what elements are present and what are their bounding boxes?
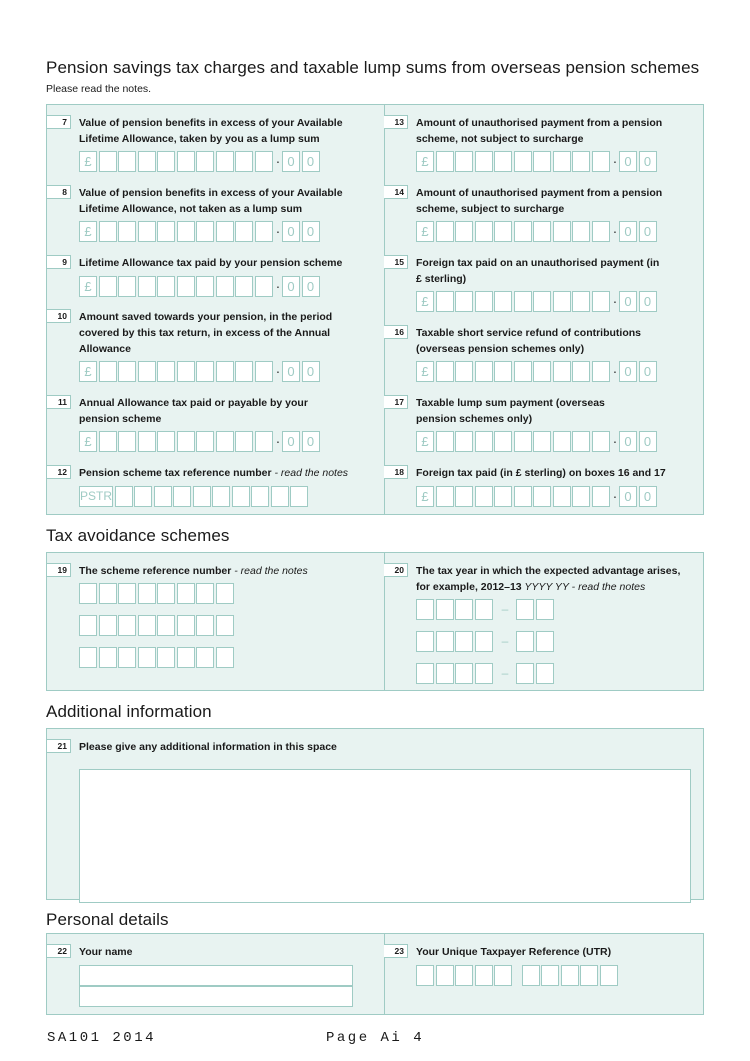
digit-cell[interactable] xyxy=(553,486,571,507)
char-cell[interactable] xyxy=(99,647,117,668)
digit-cell[interactable] xyxy=(455,431,473,452)
box-number: 10 xyxy=(47,309,71,323)
year-digit-cell[interactable] xyxy=(536,631,554,652)
box-number: 11 xyxy=(47,395,71,409)
year-digit-cell[interactable] xyxy=(416,599,434,620)
char-cell[interactable] xyxy=(154,486,172,507)
digit-cell[interactable] xyxy=(196,431,214,452)
char-cell[interactable] xyxy=(196,615,214,636)
question-label: Value of pension benefits in excess of your Available Lifetime Allowance, not taken as a lump sum xyxy=(79,187,343,215)
char-cell[interactable] xyxy=(157,583,175,604)
digit-cell[interactable] xyxy=(455,221,473,242)
pence-cell: 0 xyxy=(302,361,320,382)
pence-cell: 0 xyxy=(619,221,637,242)
char-cell[interactable] xyxy=(79,615,97,636)
digit-cell[interactable] xyxy=(572,486,590,507)
digit-cell[interactable] xyxy=(514,221,532,242)
pence-cell: 0 xyxy=(639,361,657,382)
digit-cell[interactable] xyxy=(118,221,136,242)
tax-avoidance-panel xyxy=(46,552,704,691)
char-cell[interactable] xyxy=(251,486,269,507)
digit-cell[interactable] xyxy=(533,151,551,172)
box-number: 19 xyxy=(47,563,71,577)
digit-cell[interactable] xyxy=(475,965,493,986)
question-label: Amount of unauthorised payment from a pension scheme, not subject to surcharge xyxy=(416,117,663,145)
currency-symbol: £ xyxy=(79,361,97,382)
section-title-tax-avoidance: Tax avoidance schemes xyxy=(46,526,230,545)
year-digit-cell[interactable] xyxy=(455,631,473,652)
question-text: The scheme reference number xyxy=(79,565,232,577)
digit-cell[interactable] xyxy=(157,276,175,297)
digit-cell[interactable] xyxy=(494,151,512,172)
digit-cell[interactable] xyxy=(118,151,136,172)
digit-cell[interactable] xyxy=(99,276,117,297)
digit-cell[interactable] xyxy=(533,291,551,312)
year-digit-cell[interactable] xyxy=(416,631,434,652)
pence-cell: 0 xyxy=(302,276,320,297)
question-label: Taxable short service refund of contributions (overseas pension schemes only) xyxy=(416,327,642,355)
decimal-point: · xyxy=(612,488,618,504)
digit-cell[interactable] xyxy=(196,221,214,242)
amount-field-9[interactable] xyxy=(79,276,321,297)
decimal-point: · xyxy=(612,293,618,309)
char-cell[interactable] xyxy=(193,486,211,507)
char-cell[interactable] xyxy=(173,486,191,507)
digit-cell[interactable] xyxy=(541,965,559,986)
question-label: Taxable lump sum payment (overseas pension schemes only) xyxy=(416,397,605,425)
digit-cell[interactable] xyxy=(177,276,195,297)
digit-cell[interactable] xyxy=(475,291,493,312)
pence-cell: 0 xyxy=(302,431,320,452)
box-number: 18 xyxy=(384,465,408,479)
pence-cell: 0 xyxy=(282,151,300,172)
char-cell[interactable] xyxy=(212,486,230,507)
char-cell[interactable] xyxy=(115,486,133,507)
personal-details-panel xyxy=(46,933,704,1015)
digit-cell[interactable] xyxy=(592,431,610,452)
digit-cell[interactable] xyxy=(475,361,493,382)
question-label: Please give any additional information in this space xyxy=(79,741,337,753)
digit-cell[interactable] xyxy=(196,276,214,297)
digit-cell[interactable] xyxy=(138,361,156,382)
pension-panel xyxy=(46,104,704,515)
pence-cell: 0 xyxy=(282,221,300,242)
char-cell[interactable] xyxy=(177,583,195,604)
digit-cell[interactable] xyxy=(138,151,156,172)
tax-year-field-2[interactable] xyxy=(416,631,555,652)
question-label: Your Unique Taxpayer Reference (UTR) xyxy=(416,946,612,958)
section-title-pension: Pension savings tax charges and taxable lump sums from overseas pension schemes xyxy=(46,58,700,77)
amount-field-13[interactable] xyxy=(416,151,658,172)
digit-cell[interactable] xyxy=(572,221,590,242)
year-digit-cell[interactable] xyxy=(536,599,554,620)
digit-cell[interactable] xyxy=(138,276,156,297)
digit-cell[interactable] xyxy=(216,276,234,297)
section-title-personal: Personal details xyxy=(46,910,169,929)
page-number: Page Ai 4 xyxy=(326,1030,425,1046)
currency-symbol: £ xyxy=(416,486,434,507)
name-field-line-1[interactable] xyxy=(79,965,353,986)
digit-cell[interactable] xyxy=(494,431,512,452)
digit-cell[interactable] xyxy=(118,276,136,297)
digit-cell[interactable] xyxy=(475,486,493,507)
decimal-point: · xyxy=(275,153,281,169)
digit-cell[interactable] xyxy=(216,431,234,452)
digit-cell[interactable] xyxy=(255,361,273,382)
amount-field-11[interactable] xyxy=(79,431,321,452)
year-digit-cell[interactable] xyxy=(475,631,493,652)
read-notes-hint: - read the notes xyxy=(271,467,349,479)
digit-cell[interactable] xyxy=(475,431,493,452)
digit-cell[interactable] xyxy=(455,151,473,172)
digit-cell[interactable] xyxy=(475,221,493,242)
decimal-point: · xyxy=(275,433,281,449)
box-number: 16 xyxy=(384,325,408,339)
digit-cell[interactable] xyxy=(600,965,618,986)
char-cell[interactable] xyxy=(271,486,289,507)
digit-cell[interactable] xyxy=(118,431,136,452)
year-digit-cell[interactable] xyxy=(436,631,454,652)
char-cell[interactable] xyxy=(138,615,156,636)
digit-cell[interactable] xyxy=(235,221,253,242)
digit-cell[interactable] xyxy=(177,221,195,242)
currency-symbol: £ xyxy=(416,361,434,382)
digit-cell[interactable] xyxy=(561,965,579,986)
digit-cell[interactable] xyxy=(572,151,590,172)
char-cell[interactable] xyxy=(138,647,156,668)
amount-field-15[interactable] xyxy=(416,291,658,312)
year-digit-cell[interactable] xyxy=(436,599,454,620)
pence-cell: 0 xyxy=(639,486,657,507)
digit-cell[interactable] xyxy=(455,291,473,312)
digit-cell[interactable] xyxy=(216,221,234,242)
year-digit-cell[interactable] xyxy=(455,599,473,620)
digit-cell[interactable] xyxy=(216,361,234,382)
amount-field-8[interactable] xyxy=(79,221,321,242)
digit-cell[interactable] xyxy=(157,221,175,242)
digit-cell[interactable] xyxy=(455,965,473,986)
pence-cell: 0 xyxy=(639,221,657,242)
digit-cell[interactable] xyxy=(235,151,253,172)
question-label: Lifetime Allowance tax paid by your pension scheme xyxy=(79,257,343,269)
digit-cell[interactable] xyxy=(475,151,493,172)
year-dash: – xyxy=(501,666,509,680)
digit-cell[interactable] xyxy=(592,151,610,172)
digit-cell[interactable] xyxy=(196,361,214,382)
currency-symbol: £ xyxy=(416,221,434,242)
decimal-point: · xyxy=(275,223,281,239)
read-notes-hint: - read the notes xyxy=(231,565,308,577)
column-divider xyxy=(384,105,385,514)
digit-cell[interactable] xyxy=(533,431,551,452)
char-cell[interactable] xyxy=(177,647,195,668)
digit-cell[interactable] xyxy=(514,486,532,507)
char-cell[interactable] xyxy=(79,647,97,668)
question-label: Foreign tax paid on an unauthorised payment (in £ sterling) xyxy=(416,257,660,285)
char-cell[interactable] xyxy=(196,647,214,668)
char-cell[interactable] xyxy=(79,583,97,604)
currency-symbol: £ xyxy=(79,221,97,242)
char-cell[interactable] xyxy=(138,583,156,604)
digit-cell[interactable] xyxy=(235,276,253,297)
digit-cell[interactable] xyxy=(436,151,454,172)
question-text: The tax year in which the expected advantage arises, for example, 2012–13 xyxy=(416,565,681,593)
digit-cell[interactable] xyxy=(99,221,117,242)
amount-field-17[interactable] xyxy=(416,431,658,452)
read-notes-instruction: Please read the notes. xyxy=(46,83,152,95)
scheme-ref-field-2[interactable] xyxy=(79,615,235,636)
year-digit-cell[interactable] xyxy=(436,663,454,684)
digit-cell[interactable] xyxy=(553,151,571,172)
char-cell[interactable] xyxy=(216,583,234,604)
decimal-point: · xyxy=(612,153,618,169)
digit-cell[interactable] xyxy=(514,361,532,382)
digit-cell[interactable] xyxy=(553,431,571,452)
year-digit-cell[interactable] xyxy=(536,663,554,684)
box-number: 23 xyxy=(384,944,408,958)
digit-cell[interactable] xyxy=(533,486,551,507)
year-dash: – xyxy=(501,634,509,648)
char-cell[interactable] xyxy=(157,615,175,636)
pence-cell: 0 xyxy=(619,151,637,172)
digit-cell[interactable] xyxy=(99,151,117,172)
year-digit-cell[interactable] xyxy=(475,663,493,684)
pence-cell: 0 xyxy=(619,291,637,312)
pstr-field[interactable] xyxy=(79,486,310,507)
year-digit-cell[interactable] xyxy=(516,631,534,652)
decimal-point: · xyxy=(612,363,618,379)
char-cell[interactable] xyxy=(118,615,136,636)
digit-cell[interactable] xyxy=(436,431,454,452)
digit-cell[interactable] xyxy=(436,361,454,382)
box-number: 17 xyxy=(384,395,408,409)
char-cell[interactable] xyxy=(216,615,234,636)
year-dash: – xyxy=(501,602,509,616)
pence-cell: 0 xyxy=(282,276,300,297)
digit-cell[interactable] xyxy=(99,431,117,452)
question-label: Value of pension benefits in excess of your Available Lifetime Allowance, taken by you as a lump sum xyxy=(79,117,343,145)
amount-field-10[interactable] xyxy=(79,361,321,382)
amount-field-14[interactable] xyxy=(416,221,658,242)
digit-cell[interactable] xyxy=(436,486,454,507)
box-number: 12 xyxy=(47,465,71,479)
digit-cell[interactable] xyxy=(592,486,610,507)
digit-cell[interactable] xyxy=(255,276,273,297)
digit-cell[interactable] xyxy=(514,291,532,312)
char-cell[interactable] xyxy=(99,583,117,604)
digit-cell[interactable] xyxy=(157,361,175,382)
char-cell[interactable] xyxy=(290,486,308,507)
box-number: 22 xyxy=(47,944,71,958)
question-label: Amount saved towards your pension, in the period covered by this tax return, in excess of the Annual Allowance xyxy=(79,311,333,355)
char-cell[interactable] xyxy=(157,647,175,668)
digit-cell[interactable] xyxy=(177,431,195,452)
char-cell[interactable] xyxy=(216,647,234,668)
year-digit-cell[interactable] xyxy=(516,599,534,620)
digit-cell[interactable] xyxy=(592,221,610,242)
year-digit-cell[interactable] xyxy=(455,663,473,684)
pence-cell: 0 xyxy=(619,361,637,382)
digit-cell[interactable] xyxy=(177,151,195,172)
box-number: 13 xyxy=(384,115,408,129)
digit-cell[interactable] xyxy=(572,291,590,312)
digit-cell[interactable] xyxy=(522,965,540,986)
digit-cell[interactable] xyxy=(177,361,195,382)
pence-cell: 0 xyxy=(639,291,657,312)
pence-cell: 0 xyxy=(639,151,657,172)
pence-cell: 0 xyxy=(302,221,320,242)
digit-cell[interactable] xyxy=(235,361,253,382)
digit-cell[interactable] xyxy=(235,431,253,452)
char-cell[interactable] xyxy=(118,583,136,604)
digit-cell[interactable] xyxy=(494,361,512,382)
question-text: Pension scheme tax reference number xyxy=(79,467,272,479)
pence-cell: 0 xyxy=(619,431,637,452)
tax-year-field-1[interactable] xyxy=(416,599,555,620)
digit-cell[interactable] xyxy=(553,361,571,382)
digit-cell[interactable] xyxy=(416,965,434,986)
digit-cell[interactable] xyxy=(494,965,512,986)
char-cell[interactable] xyxy=(118,647,136,668)
digit-cell[interactable] xyxy=(572,431,590,452)
decimal-point: · xyxy=(612,223,618,239)
digit-cell[interactable] xyxy=(436,291,454,312)
digit-cell[interactable] xyxy=(592,361,610,382)
question-label: Annual Allowance tax paid or payable by your pension scheme xyxy=(79,397,308,425)
digit-cell[interactable] xyxy=(157,431,175,452)
char-cell[interactable] xyxy=(99,615,117,636)
char-cell[interactable] xyxy=(177,615,195,636)
digit-cell[interactable] xyxy=(494,291,512,312)
digit-cell[interactable] xyxy=(592,291,610,312)
digit-cell[interactable] xyxy=(196,151,214,172)
decimal-point: · xyxy=(612,433,618,449)
digit-cell[interactable] xyxy=(216,151,234,172)
question-label: Your name xyxy=(79,946,133,958)
box-number: 20 xyxy=(384,563,408,577)
digit-cell[interactable] xyxy=(255,431,273,452)
year-digit-cell[interactable] xyxy=(416,663,434,684)
digit-cell[interactable] xyxy=(455,486,473,507)
additional-info-panel xyxy=(46,728,704,900)
utr-field[interactable] xyxy=(416,965,619,986)
decimal-point: · xyxy=(275,278,281,294)
digit-cell[interactable] xyxy=(514,151,532,172)
digit-cell[interactable] xyxy=(436,221,454,242)
digit-cell[interactable] xyxy=(157,151,175,172)
pence-cell: 0 xyxy=(282,361,300,382)
box-number: 7 xyxy=(47,115,71,129)
year-digit-cell[interactable] xyxy=(516,663,534,684)
question-label xyxy=(416,563,696,595)
pence-cell: 0 xyxy=(302,151,320,172)
digit-cell[interactable] xyxy=(514,431,532,452)
currency-symbol: £ xyxy=(416,151,434,172)
box-number: 9 xyxy=(47,255,71,269)
pence-cell: 0 xyxy=(619,486,637,507)
currency-symbol: £ xyxy=(79,151,97,172)
digit-cell[interactable] xyxy=(138,431,156,452)
digit-cell[interactable] xyxy=(553,291,571,312)
box-number: 14 xyxy=(384,185,408,199)
box-number: 15 xyxy=(384,255,408,269)
pence-cell: 0 xyxy=(282,431,300,452)
char-cell[interactable] xyxy=(134,486,152,507)
digit-cell[interactable] xyxy=(494,486,512,507)
read-notes-hint: YYYY YY - read the notes xyxy=(521,581,646,593)
digit-cell[interactable] xyxy=(533,361,551,382)
amount-field-16[interactable] xyxy=(416,361,658,382)
currency-symbol: £ xyxy=(79,431,97,452)
question-label xyxy=(79,563,364,579)
digit-cell[interactable] xyxy=(494,221,512,242)
char-cell[interactable] xyxy=(232,486,250,507)
digit-cell[interactable] xyxy=(255,151,273,172)
pstr-prefix: PSTR xyxy=(79,486,113,507)
amount-field-7[interactable] xyxy=(79,151,321,172)
scheme-ref-field-3[interactable] xyxy=(79,647,235,668)
currency-symbol: £ xyxy=(416,431,434,452)
question-label: Foreign tax paid (in £ sterling) on boxes 16 and 17 xyxy=(416,467,666,479)
digit-cell[interactable] xyxy=(580,965,598,986)
char-cell[interactable] xyxy=(196,583,214,604)
form-id: SA101 2014 xyxy=(47,1030,157,1046)
question-label: Amount of unauthorised payment from a pension scheme, subject to surcharge xyxy=(416,187,663,215)
question-label xyxy=(79,465,364,481)
digit-cell[interactable] xyxy=(255,221,273,242)
name-field-line-2[interactable] xyxy=(79,986,353,1007)
digit-cell[interactable] xyxy=(533,221,551,242)
additional-info-textarea[interactable] xyxy=(79,769,691,903)
digit-cell[interactable] xyxy=(436,965,454,986)
digit-cell[interactable] xyxy=(99,361,117,382)
box-number: 21 xyxy=(47,739,71,753)
decimal-point: · xyxy=(275,363,281,379)
section-title-additional: Additional information xyxy=(46,702,212,721)
digit-cell[interactable] xyxy=(553,221,571,242)
year-digit-cell[interactable] xyxy=(475,599,493,620)
tax-year-field-3[interactable] xyxy=(416,663,555,684)
digit-cell[interactable] xyxy=(138,221,156,242)
digit-cell[interactable] xyxy=(118,361,136,382)
pence-cell: 0 xyxy=(639,431,657,452)
box-number: 8 xyxy=(47,185,71,199)
scheme-ref-field-1[interactable] xyxy=(79,583,235,604)
currency-symbol: £ xyxy=(79,276,97,297)
digit-cell[interactable] xyxy=(455,361,473,382)
digit-cell[interactable] xyxy=(572,361,590,382)
currency-symbol: £ xyxy=(416,291,434,312)
amount-field-18[interactable] xyxy=(416,486,658,507)
